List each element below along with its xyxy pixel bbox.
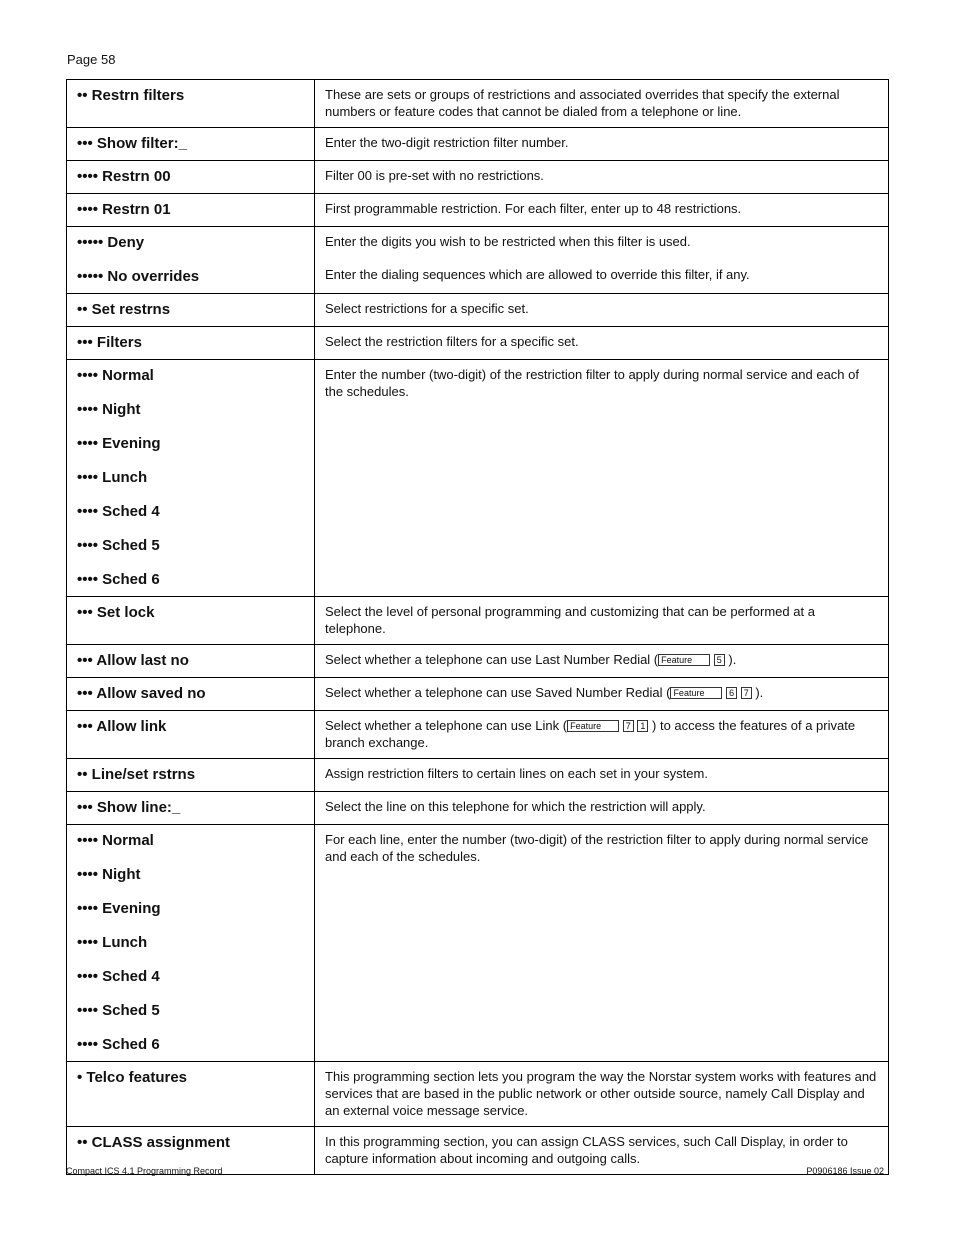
table-row: [67, 759, 889, 792]
description-cell: [315, 678, 889, 711]
description-cell: [315, 759, 889, 792]
menu-heading: •• CLASS assignment: [77, 1134, 231, 1151]
menu-heading: •••• Normal: [77, 832, 154, 849]
table-row: [67, 194, 889, 227]
menu-heading: •••• Night: [77, 401, 141, 418]
table-row: [67, 294, 889, 327]
table-row: [67, 645, 889, 678]
description-text: ).: [728, 652, 737, 667]
description-text: In this programming section, you can assign CLASS services, such Call Display, in order to capture information about incoming and outgoing calls.: [325, 1134, 848, 1166]
menu-heading: •••• Sched 5: [77, 537, 160, 554]
description-text: Enter the digits you wish to be restricted when this filter is used.: [325, 234, 691, 249]
description-cell: [315, 645, 889, 678]
heading-cell: [67, 194, 315, 227]
table-row: [67, 227, 889, 294]
heading-cell: [67, 128, 315, 161]
description-cell: [315, 1127, 889, 1175]
menu-heading: •• Restrn filters: [77, 87, 185, 104]
heading-cell: [67, 678, 315, 711]
menu-heading: •• Set restrns: [77, 301, 171, 318]
table-row: [67, 128, 889, 161]
description-text: Select whether a telephone can use Last Number Redial (: [325, 652, 659, 667]
description-text: Enter the dialing sequences which are allowed to override this filter, if any.: [325, 267, 750, 282]
keycap-digit: 7: [623, 720, 634, 732]
heading-cell: [67, 327, 315, 360]
description-cell: [315, 128, 889, 161]
description-cell: [315, 294, 889, 327]
keycap-feature: Feature: [670, 687, 722, 699]
table-row: [67, 1062, 889, 1127]
keycap-digit: 5: [714, 654, 725, 666]
menu-heading: ••• Show filter:_: [77, 135, 187, 152]
description-cell: [315, 80, 889, 128]
description-text: Enter the two-digit restriction filter number.: [325, 135, 569, 150]
table-row: [67, 327, 889, 360]
description-text: Select whether a telephone can use Link (: [325, 718, 568, 733]
keycap-feature: Feature: [567, 720, 619, 732]
menu-heading: •••• Sched 5: [77, 1002, 160, 1019]
table-row: [67, 792, 889, 825]
heading-cell: [67, 1062, 315, 1127]
menu-heading: •••• Sched 4: [77, 968, 160, 985]
menu-heading: •••• Sched 6: [77, 571, 160, 588]
menu-heading: ••• Allow last no: [77, 652, 189, 669]
footer-document-title: Compact ICS 4.1 Programming Record: [66, 1166, 223, 1176]
heading-cell: [67, 294, 315, 327]
description-cell: [315, 360, 889, 597]
table-row: [67, 678, 889, 711]
heading-cell: [67, 227, 315, 294]
menu-heading: •• Line/set rstrns: [77, 766, 196, 783]
description-text: Select the restriction filters for a specific set.: [325, 334, 579, 349]
menu-heading: ••• Set lock: [77, 604, 155, 621]
keycap-digit: 6: [726, 687, 737, 699]
menu-heading: ••• Allow saved no: [77, 685, 206, 702]
description-text: ) to access the features of a private branch exchange.: [325, 718, 856, 750]
table-row: [67, 80, 889, 128]
heading-cell: [67, 360, 315, 597]
table-row: [67, 825, 889, 1062]
menu-heading: •••• Sched 6: [77, 1036, 160, 1053]
description-cell: [315, 227, 889, 294]
menu-heading: • Telco features: [77, 1069, 188, 1086]
keycap-feature: Feature: [658, 654, 710, 666]
keycap-digit: 1: [637, 720, 648, 732]
menu-heading: •••• Restrn 01: [77, 201, 171, 218]
page-number: Page 58: [67, 52, 116, 67]
description-text: Filter 00 is pre-set with no restrictions.: [325, 168, 544, 183]
menu-heading: ••••• Deny: [77, 234, 145, 251]
menu-heading: •••• Evening: [77, 435, 161, 452]
table-row: [67, 711, 889, 759]
heading-cell: [67, 825, 315, 1062]
heading-cell: [67, 80, 315, 128]
description-cell: [315, 161, 889, 194]
description-cell: [315, 597, 889, 645]
menu-heading: •••• Sched 4: [77, 503, 160, 520]
description-text: First programmable restriction. For each filter, enter up to 48 restrictions.: [325, 201, 742, 216]
description-cell: [315, 1062, 889, 1127]
heading-cell: [67, 645, 315, 678]
programming-table: [66, 79, 889, 1175]
description-text: ).: [755, 685, 764, 700]
description-cell: [315, 825, 889, 1062]
menu-heading: ••••• No overrides: [77, 268, 200, 285]
description-cell: [315, 194, 889, 227]
description-text: For each line, enter the number (two-digit) of the restriction filter to apply during normal service and each of the schedules.: [325, 832, 869, 864]
description-text: Select the level of personal programming and customizing that can be performed at a telephone.: [325, 604, 815, 636]
description-text: Assign restriction filters to certain lines on each set in your system.: [325, 766, 708, 781]
description-text: This programming section lets you program the way the Norstar system works with features and services that are based in the public network or other outside source, namely Call Display and an external voice message service.: [325, 1069, 877, 1118]
table-row: [67, 597, 889, 645]
heading-cell: [67, 759, 315, 792]
description-text: Select the line on this telephone for which the restriction will apply.: [325, 799, 706, 814]
menu-heading: ••• Show line:_: [77, 799, 181, 816]
description-text: Enter the number (two-digit) of the restriction filter to apply during normal service and each of the schedules.: [325, 367, 859, 399]
heading-cell: [67, 711, 315, 759]
menu-heading: •••• Restrn 00: [77, 168, 171, 185]
table-row: [67, 360, 889, 597]
description-text: Select whether a telephone can use Saved Number Redial (: [325, 685, 671, 700]
heading-cell: [67, 161, 315, 194]
menu-heading: ••• Allow link: [77, 718, 167, 735]
description-cell: [315, 792, 889, 825]
table-row: [67, 161, 889, 194]
description-text: Select restrictions for a specific set.: [325, 301, 529, 316]
heading-cell: [67, 792, 315, 825]
menu-heading: •••• Normal: [77, 367, 154, 384]
menu-heading: •••• Night: [77, 866, 141, 883]
menu-heading: •••• Evening: [77, 900, 161, 917]
description-cell: [315, 711, 889, 759]
description-text: These are sets or groups of restrictions and associated overrides that specify the external numbers or feature codes that cannot be dialed from a telephone or line.: [325, 87, 840, 119]
keycap-digit: 7: [741, 687, 752, 699]
menu-heading: •••• Lunch: [77, 934, 148, 951]
menu-heading: ••• Filters: [77, 334, 142, 351]
heading-cell: [67, 597, 315, 645]
footer-document-number: P0906186 Issue 02: [806, 1166, 884, 1176]
description-cell: [315, 327, 889, 360]
menu-heading: •••• Lunch: [77, 469, 148, 486]
